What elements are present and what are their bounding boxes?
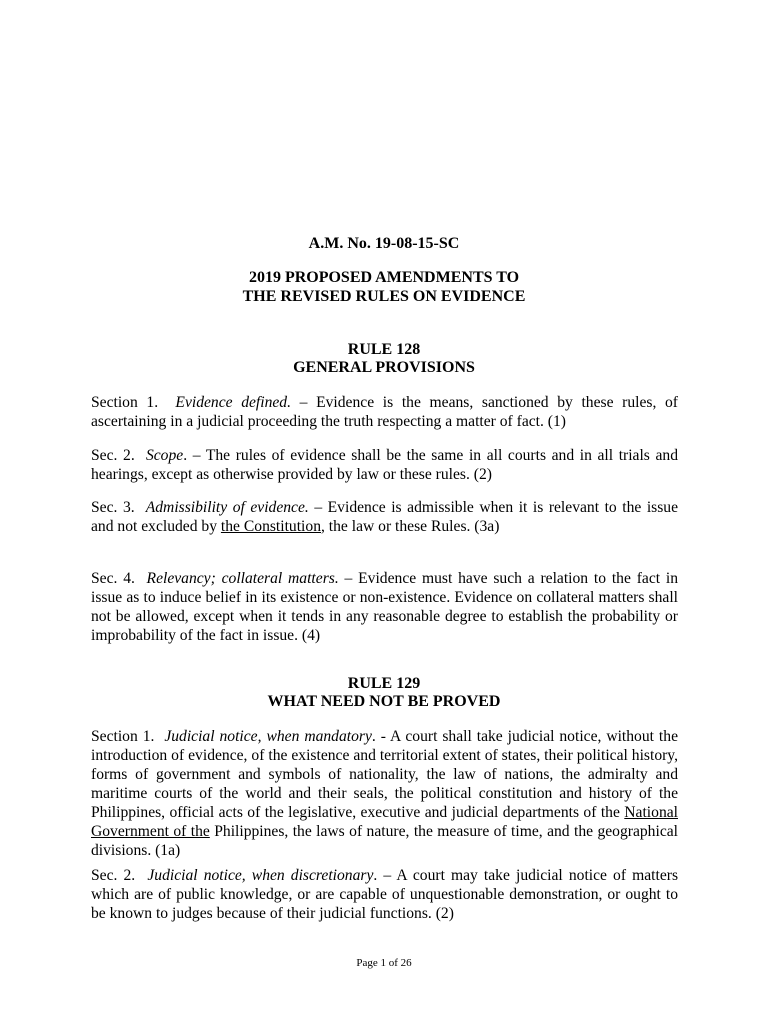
rule-128-heading: RULE 128 [347,341,421,358]
rule-129-heading: RULE 129 [347,675,421,692]
section-text: – Evidence is admissible when it is relevant to the issue and not excluded by [91,499,679,535]
section-text: – Evidence must have such a relation to the fact in issue as to induce belief in its existence or non-existence. Evidence on collateral matters shall not be allowed, except when it tends in any reasonable degree to establish the probability or improbability of the fact in issue. (4) [91,570,679,644]
section-title: Admissibility of evidence. [145,499,309,516]
section-title: Judicial notice, when mandatory [164,728,372,745]
section-title: Judicial notice, when discretionary [147,867,374,884]
rule-129-subheading: WHAT NEED NOT BE PROVED [267,693,501,710]
section-text: – Evidence is the means, sanctioned by these rules, of ascertaining in a judicial proceeding the truth respecting a matter of fact. (1) [91,394,679,430]
section-text: , the law or these Rules. (3a) [321,518,500,535]
rule-128-section-3 [91,498,678,536]
section-text: . - A court shall take judicial notice, without the introduction of evidence, of the existence and territorial extent of states, their political history, forms of government and symbols of nationality, the law of nations, the admiralty and maritime courts of the world and their seals, the political constitution and history of the Philippines, official acts of the legislative, executive and judicial departments of the [91,728,678,821]
title-line-2: THE REVISED RULES ON EVIDENCE [242,288,526,305]
section-label: Sec. 2. [91,867,136,884]
section-label: Sec. 4. [91,570,135,587]
section-title: Relevancy; collateral matters. [146,570,339,587]
section-label: Section 1. [91,728,155,745]
section-title: Scope [145,447,184,464]
rule-128-subheading: GENERAL PROVISIONS [293,359,475,376]
section-text: Philippines, the laws of nature, the measure of time, and the geographical divisions. (1a) [91,823,678,859]
rule-129-section-2 [91,866,678,923]
rule-128-section-1 [91,393,678,431]
section-label: Section 1. [91,394,159,411]
section-text: . – A court may take judicial notice of matters which are of public knowledge, or are capable of unquestionable demonstration, or ought to be known to judges because of their judicial functions. (2) [91,867,679,922]
section-title: Evidence defined. [175,394,292,411]
rule-128-section-2 [91,446,678,484]
title-line-1: 2019 PROPOSED AMENDMENTS TO [248,269,520,286]
page-number: Page 1 of 26 [356,957,412,969]
underlined-text: National Government of the [91,804,678,840]
section-text: . – The rules of evidence shall be the same in all courts and in all trials and hearings, except as otherwise provided by law or these rules. (2) [91,447,679,483]
section-label: Sec. 3. [91,499,135,516]
underlined-text: the Constitution [220,518,321,535]
section-label: Sec. 2. [91,447,135,464]
rule-129-section-1 [91,727,678,860]
docket-number: A.M. No. 19-08-15-SC [308,235,460,252]
rule-128-section-4 [91,569,678,645]
